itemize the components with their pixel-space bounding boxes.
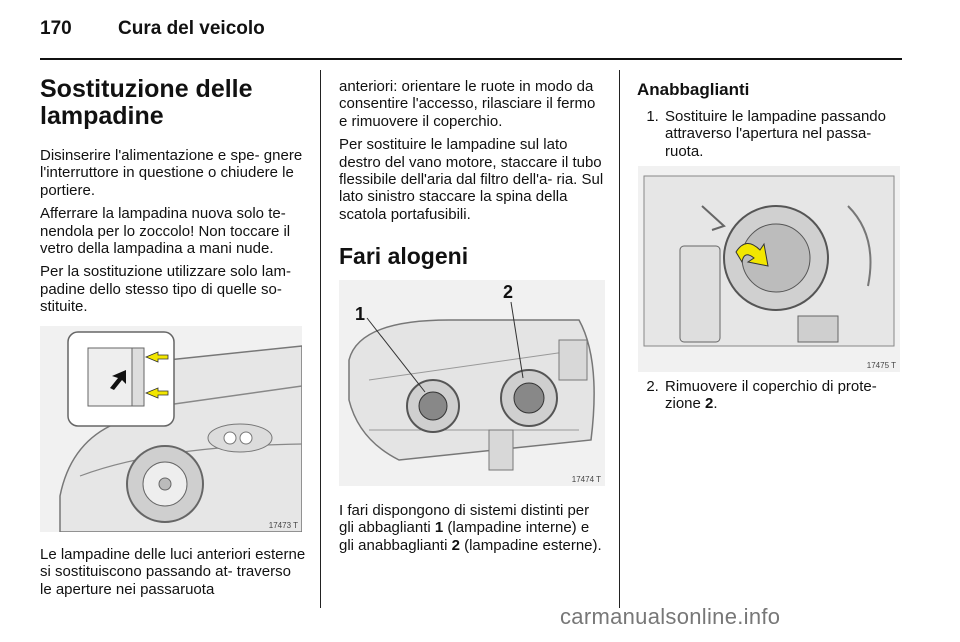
page-number: 170 — [40, 18, 72, 39]
car-front-illustration — [40, 326, 302, 532]
callout-2: 2 — [503, 282, 514, 302]
paragraph: Per sostituire le lampadine sul lato destro del vano motore, staccare il tubo flessibile dell'aria dal filtro dell'a- ria. Sul lato sinistro staccare la spina della scatola portafusibili. — [339, 136, 604, 223]
figure-car-front — [40, 326, 302, 532]
paragraph: Disinserire l'alimentazione e spe- gnere l'interruttore in questione o chiudere le portiere. — [40, 147, 303, 199]
headlight-rear-illustration — [638, 166, 900, 372]
column-divider-2 — [619, 70, 620, 608]
steps-list — [637, 108, 903, 160]
column-2 — [339, 78, 605, 270]
column-3-bottom — [637, 378, 903, 413]
step-1: 1. Sostituire le lampadine passando attraverso l'apertura nel passa- ruota. — [663, 108, 903, 160]
step-2: 2. Rimuovere il coperchio di prote- zione 2. — [663, 378, 903, 413]
figure-headlight-assembly — [339, 280, 605, 486]
column-3 — [637, 80, 903, 160]
figure-code: 17474 T — [571, 475, 601, 484]
paragraph: Le lampadine delle luci anteriori esterne si sostituiscono passando at- traverso le aperture nei passaruota — [40, 546, 306, 598]
steps-list-continued — [637, 378, 903, 413]
paragraph-headlight-systems: I fari dispongono di sistemi distinti per gli abbaglianti 1 (lampadine interne) e gli anabbaglianti 2 (lampadine esterne). — [339, 502, 602, 554]
paragraph: Per la sostituzione utilizzare solo lam- padine dello stesso tipo di quelle so- stituite. — [40, 263, 291, 316]
figure-code: 17473 T — [268, 521, 298, 530]
column-divider-1 — [320, 70, 321, 608]
header-rule — [40, 58, 902, 60]
figure-headlight-rear — [638, 166, 900, 372]
section-title: Cura del veicolo — [118, 18, 265, 39]
heading-halogen-headlights: Fari alogeni — [339, 243, 469, 270]
heading-bulb-replacement: Sostituzione delle lampadine — [40, 75, 253, 130]
column-1-bottom — [40, 546, 306, 604]
paragraph: anteriori: orientare le ruote in modo da consentire l'accesso, rilasciare il fermo e rimuovere il coperchio. — [339, 78, 596, 130]
column-2-bottom — [339, 502, 605, 560]
paragraph: Afferrare la lampadina nuova solo te- nendola per lo zoccolo! Non toccare il vetro della lampadina a mani nude. — [40, 205, 291, 258]
callout-1: 1 — [355, 304, 366, 324]
figure-code: 17475 T — [866, 361, 896, 370]
heading-low-beam: Anabbaglianti — [637, 80, 750, 99]
watermark: carmanualsonline.info — [560, 604, 781, 629]
headlight-illustration — [339, 280, 605, 486]
column-1 — [40, 76, 306, 322]
